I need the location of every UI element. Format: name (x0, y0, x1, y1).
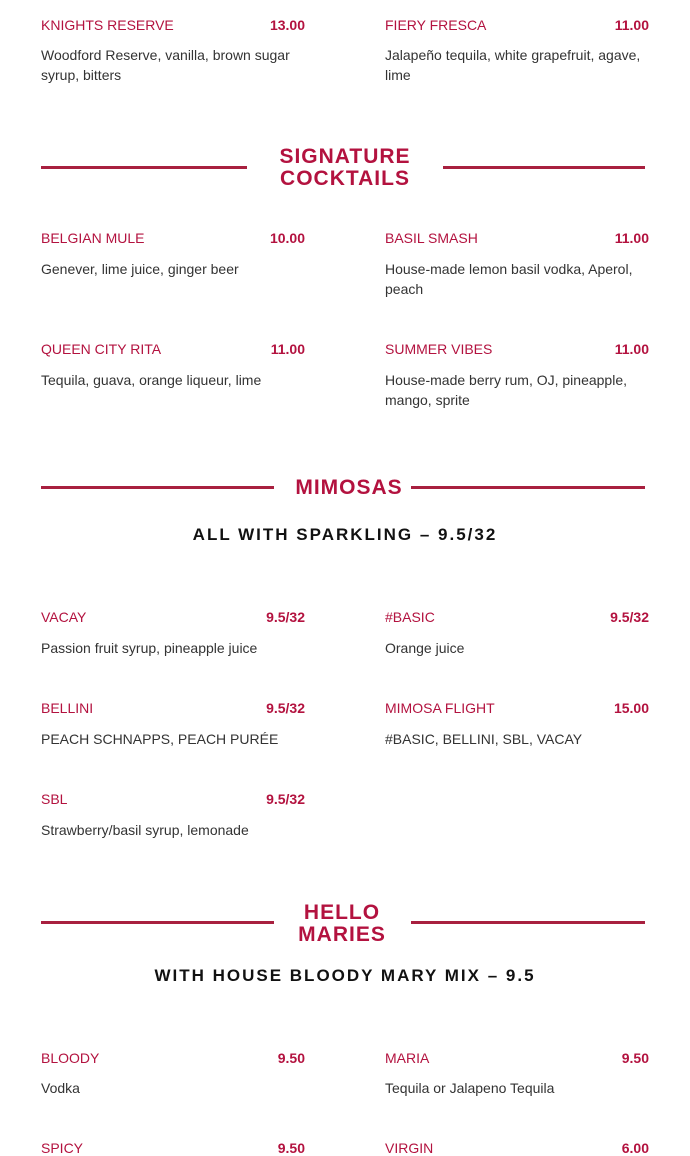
item-price: 9.50 (277, 1140, 305, 1156)
item-description: Tequila, guava, orange liqueur, lime (41, 372, 262, 388)
item-name: BELGIAN MULE (41, 230, 145, 246)
item-price: 9.5/32 (610, 609, 649, 625)
item-name: #BASIC (385, 609, 435, 625)
item-description: #BASIC, BELLINI, SBL, VACAY (385, 731, 583, 747)
item-price: 13.00 (269, 17, 305, 33)
item-description: Orange juice (385, 640, 465, 656)
item-description: Jalapeño tequila, white grapefruit, agave, lime (385, 47, 641, 83)
item-price: 9.5/32 (266, 609, 305, 625)
section-rule-right (411, 921, 645, 924)
item-description: House-made berry rum, OJ, pineapple, mango, sprite (385, 372, 627, 408)
item-price: 9.5/32 (266, 700, 305, 716)
item-name: VACAY (41, 609, 87, 625)
item-name: MARIA (385, 1050, 430, 1066)
section-subtitle: WITH HOUSE BLOODY MARY MIX – 9.5 (154, 966, 536, 985)
item-name: KNIGHTS RESERVE (41, 17, 174, 33)
item-description: Tequila or Jalapeno Tequila (385, 1080, 555, 1096)
item-price: 9.50 (621, 1050, 649, 1066)
section-rule-right (411, 486, 645, 489)
section-rule-left (41, 921, 274, 924)
section-title (267, 902, 417, 946)
section-rule-left (41, 486, 274, 489)
item-name: FIERY FRESCA (385, 17, 487, 33)
item-price: 11.00 (270, 341, 305, 357)
item-name: VIRGIN (385, 1140, 434, 1156)
item-description: Genever, lime juice, ginger beer (41, 261, 239, 277)
section-title-line2: COCKTAILS (280, 167, 410, 190)
section-title-line1: SIGNATURE (279, 145, 411, 168)
section-title: MIMOSAS (295, 476, 403, 499)
item-price: 11.00 (614, 341, 649, 357)
item-name: QUEEN CITY RITA (41, 341, 162, 357)
item-price: 10.00 (269, 230, 305, 246)
item-name: SBL (41, 791, 68, 807)
item-price: 11.00 (614, 17, 649, 33)
section-rule-right (443, 166, 645, 169)
item-description: Woodford Reserve, vanilla, brown sugar syrup, bitters (41, 47, 290, 83)
item-description: Vodka (41, 1080, 80, 1096)
item-price: 11.00 (614, 230, 649, 246)
item-name: BELLINI (41, 700, 94, 716)
item-description: Strawberry/basil syrup, lemonade (41, 822, 249, 838)
item-name: SUMMER VIBES (385, 341, 493, 357)
item-price: 9.5/32 (266, 791, 305, 807)
item-price: 15.00 (613, 700, 649, 716)
item-description: House-made lemon basil vodka, Aperol, peach (385, 261, 633, 297)
section-title-line1: HELLO (303, 901, 381, 924)
section-rule-left (41, 166, 247, 169)
item-price: 9.50 (277, 1050, 305, 1066)
item-description: PEACH SCHNAPPS, PEACH PURÉE (41, 731, 279, 747)
item-name: BLOODY (41, 1050, 100, 1066)
section-title (255, 146, 435, 190)
section-subtitle: ALL WITH SPARKLING – 9.5/32 (192, 525, 498, 544)
item-name: BASIL SMASH (385, 230, 478, 246)
item-description: Passion fruit syrup, pineapple juice (41, 640, 258, 656)
section-title-line2: MARIES (298, 923, 386, 946)
item-name: SPICY (41, 1140, 84, 1156)
item-name: MIMOSA FLIGHT (385, 700, 495, 716)
item-price: 6.00 (621, 1140, 649, 1156)
